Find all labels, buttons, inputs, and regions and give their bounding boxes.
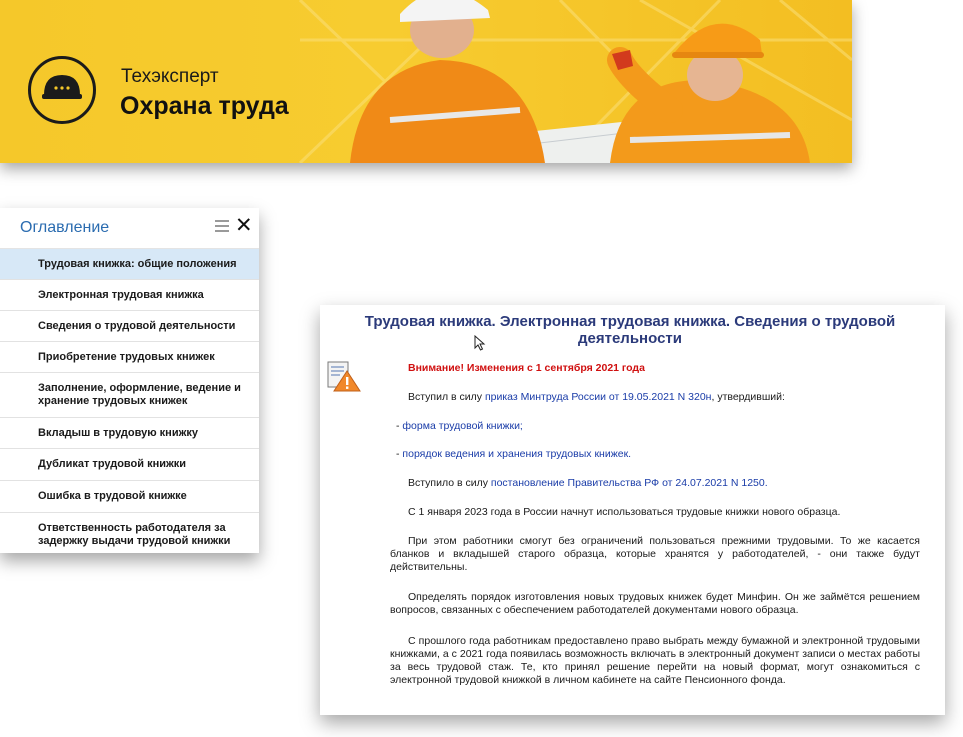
text: - [396, 448, 403, 460]
text: Вступило в силу [408, 477, 491, 489]
attention-notice: Внимание! Изменения с 1 сентября 2021 года [408, 362, 645, 374]
paragraph-order [408, 391, 785, 404]
resolution-link[interactable]: постановление Правительства РФ от 24.07.2021 N 1250. [490, 477, 768, 489]
toc-title: Оглавление [20, 219, 110, 236]
toc-item-label: Вкладыш в трудовую книжку [38, 426, 199, 439]
toc-header [0, 208, 259, 249]
document-panel [320, 305, 945, 715]
list-item [396, 420, 523, 433]
brand-subtitle: Техэксперт [121, 66, 219, 87]
procedure-link[interactable]: порядок ведения и хранения трудовых книжек. [402, 448, 632, 460]
form-link[interactable]: форма трудовой книжки; [402, 420, 523, 432]
toc-item-label: Приобретение трудовых книжек [38, 350, 215, 363]
toc-item-activity-info[interactable] [0, 311, 259, 342]
product-banner [0, 0, 852, 163]
toc-item-label: Ошибка в трудовой книжке [38, 490, 187, 502]
toc-item-responsibility[interactable] [0, 513, 259, 553]
toc-panel [0, 208, 259, 553]
text: Вступил в силу [408, 391, 485, 403]
paragraph-resolution [408, 477, 768, 490]
toc-item-label: Ответственность работодателя за задержку выдачи трудовой книжки [38, 522, 231, 547]
toc-item-label: Сведения о трудовой деятельности [38, 319, 236, 332]
hamburger-icon[interactable] [215, 220, 229, 233]
paragraph-choice: С прошлого года работникам предоставлено право выбрать между бумажной и электронной трудовыми книжками, а с 2021 года появилась возможность включать в электронный документ записи о местах работы за весь трудовой стаж. Те, кто принял решение перейти на новый формат, могут ознакомиться с электронной трудовой книжкой в личном кабинете на сайте Пенсионного фонда. [390, 635, 920, 686]
text: , утвердивший: [711, 391, 785, 403]
paragraph-minfin: Определять порядок изготовления новых трудовых книжек будет Минфин. Он же займётся решением вопросов, связанных с обеспечением работодателей документами нового образца. [390, 591, 920, 616]
text: - [396, 420, 403, 432]
brand-title: Охрана труда [120, 92, 289, 120]
toc-item-label: Дубликат трудовой книжки [38, 458, 187, 470]
toc-item-electronic[interactable] [0, 280, 259, 311]
order-link[interactable]: приказ Минтруда России от 19.05.2021 N 320н [484, 391, 712, 403]
paragraph-2023: С 1 января 2023 года в России начнут использоваться трудовые книжки нового образца. [408, 506, 841, 518]
toc-item-error[interactable] [0, 481, 259, 513]
toc-item-duplicate[interactable] [0, 449, 259, 481]
toc-item-label: Электронная трудовая книжка [38, 288, 204, 301]
hard-hat-icon [28, 56, 96, 124]
workers-photo [330, 0, 852, 163]
paragraph-old-books: При этом работники смогут без ограничений пользоваться прежними трудовыми. То же касается бланков и вкладышей старого образца, которые хранятся у работодателей, - они также будут действительны. [390, 535, 920, 573]
document-warning-icon [326, 361, 362, 393]
toc-item-label: Трудовая книжка: общие положения [38, 257, 237, 270]
mouse-cursor-icon [474, 335, 486, 351]
toc-item-insert[interactable] [0, 418, 259, 449]
close-icon[interactable]: ✕ [235, 214, 253, 237]
toc-item-filling[interactable] [0, 373, 259, 418]
list-item [396, 448, 631, 461]
toc-item-general[interactable] [0, 249, 259, 280]
toc-item-purchase[interactable] [0, 342, 259, 373]
document-title: Трудовая книжка. Электронная трудовая книжка. Сведения о трудовой деятельности [364, 313, 896, 347]
toc-item-label: Заполнение, оформление, ведение и хранение трудовых книжек [38, 382, 241, 407]
